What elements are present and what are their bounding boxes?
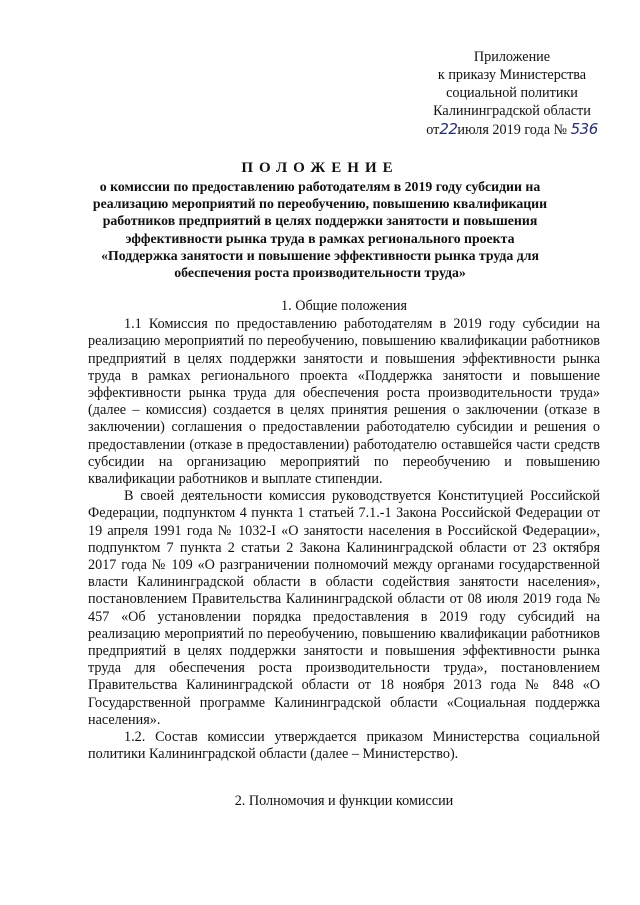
section-heading: 1. Общие положения [281, 298, 407, 314]
appendix-line: социальной политики [446, 85, 578, 101]
date-rest: июля 2019 года № [457, 122, 568, 138]
date-prefix: от [426, 122, 440, 138]
section-heading: 2. Полномочия и функции комиссии [234, 793, 454, 810]
appendix-line: Калининградской области [433, 103, 591, 119]
appendix-line: к приказу Министерства [437, 67, 587, 83]
document-title-block [90, 158, 550, 281]
document-body [88, 298, 600, 811]
paragraph: 1.1 Комиссия по предоставлению работодателям в 2019 году субсидии на реализацию мероприятий по переобучению, повышению квалификации работников предприятий в целях поддержки занятости и повышения эффективности рынка труда в рамках регионального проекта «Поддержка занятости и повышение эффективности рынка труда для обеспечения роста производительности труда» (далее – комиссия) создается в целях принятия решения о заключении (отказе в заключении) соглашения о предоставлении работодателю субсидии и решения о предоставлении (отказе в предоставлении) работодателю оставшейся части средств субсидии на организацию мероприятий по переобучению и повышению квалификации работников и выплате стипендии. [88, 316, 600, 488]
appendix-header [412, 48, 612, 139]
handwritten-number: 536 [570, 120, 598, 138]
document-title: ПОЛОЖЕНИЕ [241, 160, 399, 176]
paragraph: В своей деятельности комиссия руководствуется Конституцией Российской Федерации, подпунктом 4 пункта 1 статьей 7.1.-1 Закона Российской Федерации от 19 апреля 1991 года № 1032-I «О занятости населения в Российской Федерации», подпунктом 7 пункта 2 статьи 2 Закона Калининградской области от 23 октября 2017 года № 109 «О разграничении полномочий между органами государственной власти Калининградской области в области содействия занятости населения», постановлением Правительства Калининградской области от 08 июля 2019 года № 457 «Об установлении порядка предоставления в 2019 году субсидий на реализацию мероприятий по переобучению, повышению квалификации работников предприятий в целях поддержки занятости и повышения эффективности рынка труда для обеспечения роста производительности труда», постановлением Правительства Калининградской области от 18 ноября 2013 года № 848 «О Государственной программе Калининградской области «Социальная поддержка населения». [88, 488, 600, 728]
handwritten-day: 22 [439, 120, 458, 138]
document-subtitle: о комиссии по предоставлению работодателям в 2019 году субсидии на реализацию мероприятий по переобучению, повышению квалификации работников предприятий в целях поддержки занятости и повышения эффективности рынка труда в рамках регионального проекта «Поддержка занятости и повышение эффективности рынка труда для обеспечения роста производительности труда» [92, 179, 548, 281]
appendix-line: Приложение [473, 49, 551, 65]
appendix-date-line [412, 120, 612, 139]
paragraph: 1.2. Состав комиссии утверждается приказом Министерства социальной политики Калининградской области (далее – Министерство). [88, 729, 600, 763]
